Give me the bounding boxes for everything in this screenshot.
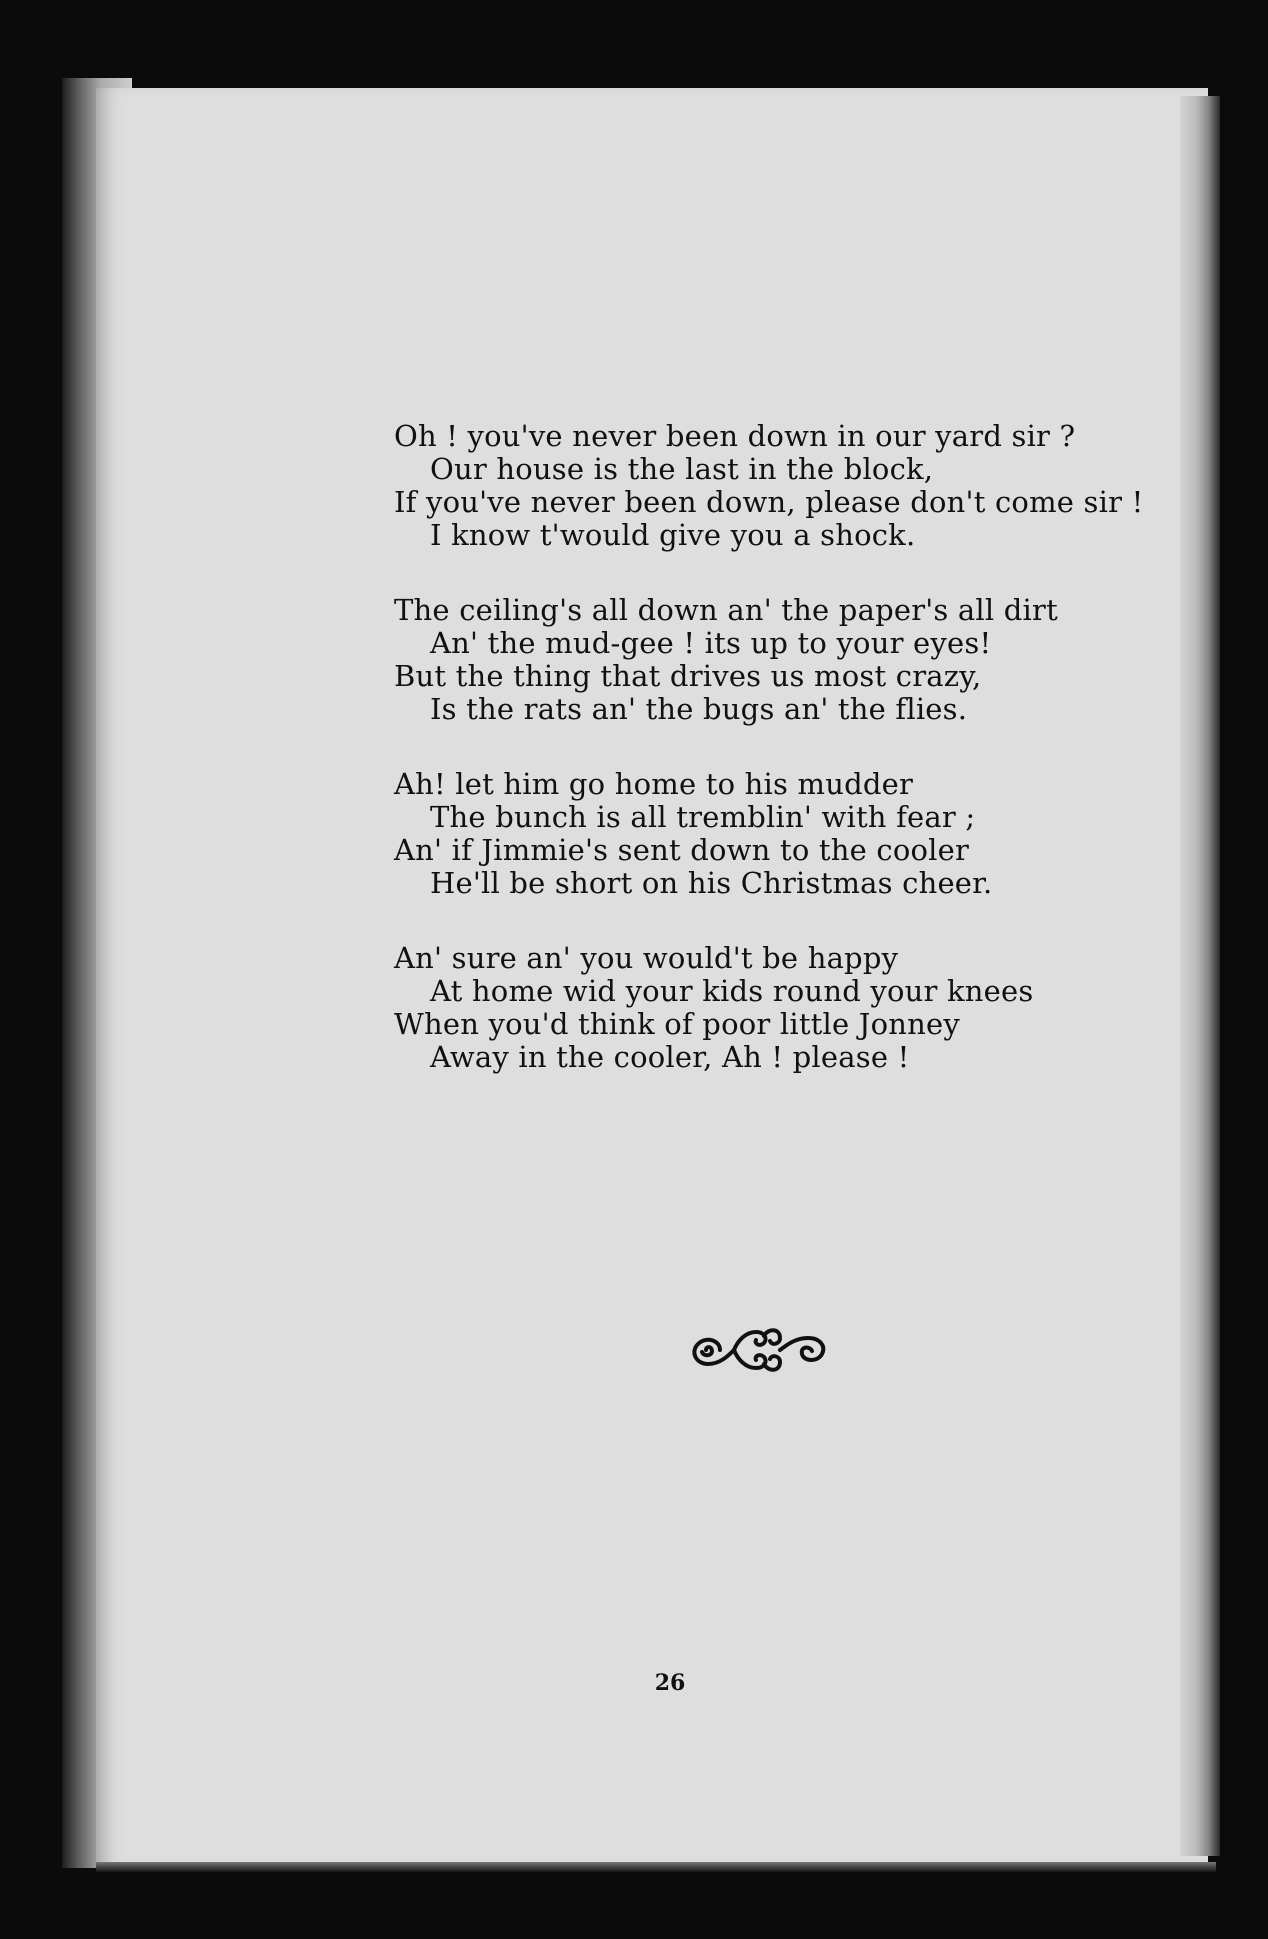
poem (394, 420, 1174, 1116)
page-bottom-shadow (96, 1862, 1216, 1872)
poem-line: Is the rats an' the bugs an' the flies. (430, 692, 968, 726)
adjacent-page-edge (1180, 96, 1220, 1856)
poem-line: An' sure an' you would't be happy (394, 941, 899, 975)
poem-line: An' the mud-gee ! its up to your eyes! (430, 626, 992, 660)
poem-line: But the thing that drives us most crazy, (394, 659, 982, 693)
page-number-text: 26 (654, 1670, 686, 1696)
poem-line: An' if Jimmie's sent down to the cooler (394, 833, 970, 867)
poem-line: If you've never been down, please don't come sir ! (394, 485, 1144, 519)
poem-line: Our house is the last in the block, (430, 452, 934, 486)
poem-line: At home wid your kids round your knees (430, 974, 1034, 1008)
page (96, 88, 1208, 1868)
poem-line: Away in the cooler, Ah ! please ! (430, 1040, 910, 1074)
stanza-3 (394, 768, 1174, 900)
poem-line: When you'd think of poor little Jonney (394, 1007, 960, 1041)
poem-line: Ah! let him go home to his mudder (394, 767, 914, 801)
poem-line: I know t'would give you a shock. (430, 518, 916, 552)
poem-line: The bunch is all tremblin' with fear ; (430, 800, 976, 834)
stanza-4 (394, 942, 1174, 1074)
page-number (96, 1670, 1208, 1696)
poem-line: He'll be short on his Christmas cheer. (430, 866, 993, 900)
stanza-1 (394, 420, 1174, 552)
poem-line: The ceiling's all down an' the paper's all dirt (394, 593, 1058, 627)
stanza-2 (394, 594, 1174, 726)
scroll-flourish-icon (684, 1316, 834, 1376)
poem-line: Oh ! you've never been down in our yard sir ? (394, 419, 1076, 453)
